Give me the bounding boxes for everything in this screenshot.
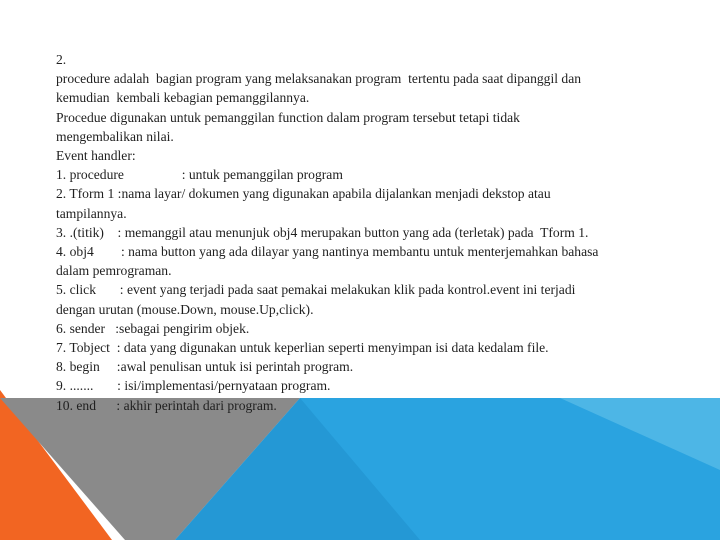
list-item-tform-cont: tampilannya. — [56, 205, 127, 221]
text-line-procedure-usage: Procedue digunakan untuk pemanggilan function dalam program tersebut tetapi tidak — [56, 109, 520, 125]
text-line-procedure-definition: procedure adalah bagian program yang melaksanakan program tertentu pada saat dipanggil dan — [56, 71, 582, 87]
list-item-tobject: 7. Tobject : data yang digunakan untuk keperlian seperti menyimpan isi data kedalam file. — [56, 340, 549, 356]
list-item-dots: 9. ....... : isi/implementasi/pernyataan program. — [56, 378, 331, 394]
list-item-sender: 6. sender :sebagai pengirim objek. — [56, 320, 250, 336]
text-line-procedure-usage-cont: mengembalikan nilai. — [56, 128, 174, 144]
slide-text-body — [56, 50, 706, 415]
text-line-procedure-definition-cont: kemudian kembali kebagian pemanggilannya. — [56, 90, 310, 106]
list-item-click: 5. click : event yang terjadi pada saat pemakai melakukan klik pada kontrol.event ini terjadi — [56, 282, 576, 298]
list-item-obj4: 4. obj4 : nama button yang ada dilayar yang nantinya membantu untuk menterjemahkan bahasa — [56, 244, 599, 260]
list-item-click-cont: dengan urutan (mouse.Down, mouse.Up,click). — [56, 301, 314, 317]
list-item-procedure: 1. procedure : untuk pemanggilan program — [56, 167, 343, 183]
text-line-event-handler: Event handler: — [56, 148, 136, 164]
text-line-heading-number: 2. — [56, 52, 67, 67]
list-item-titik: 3. .(titik) : memanggil atau menunjuk obj4 merupakan button yang ada (terletak) pada Tform 1. — [56, 224, 589, 240]
list-item-obj4-cont: dalam pemrograman. — [56, 263, 172, 279]
list-item-tform: 2. Tform 1 :nama layar/ dokumen yang digunakan apabila dijalankan menjadi dekstop atau — [56, 186, 551, 202]
list-item-end: 10. end : akhir perintah dari program. — [56, 397, 277, 413]
list-item-begin: 8. begin :awal penulisan untuk isi perintah program. — [56, 359, 354, 375]
